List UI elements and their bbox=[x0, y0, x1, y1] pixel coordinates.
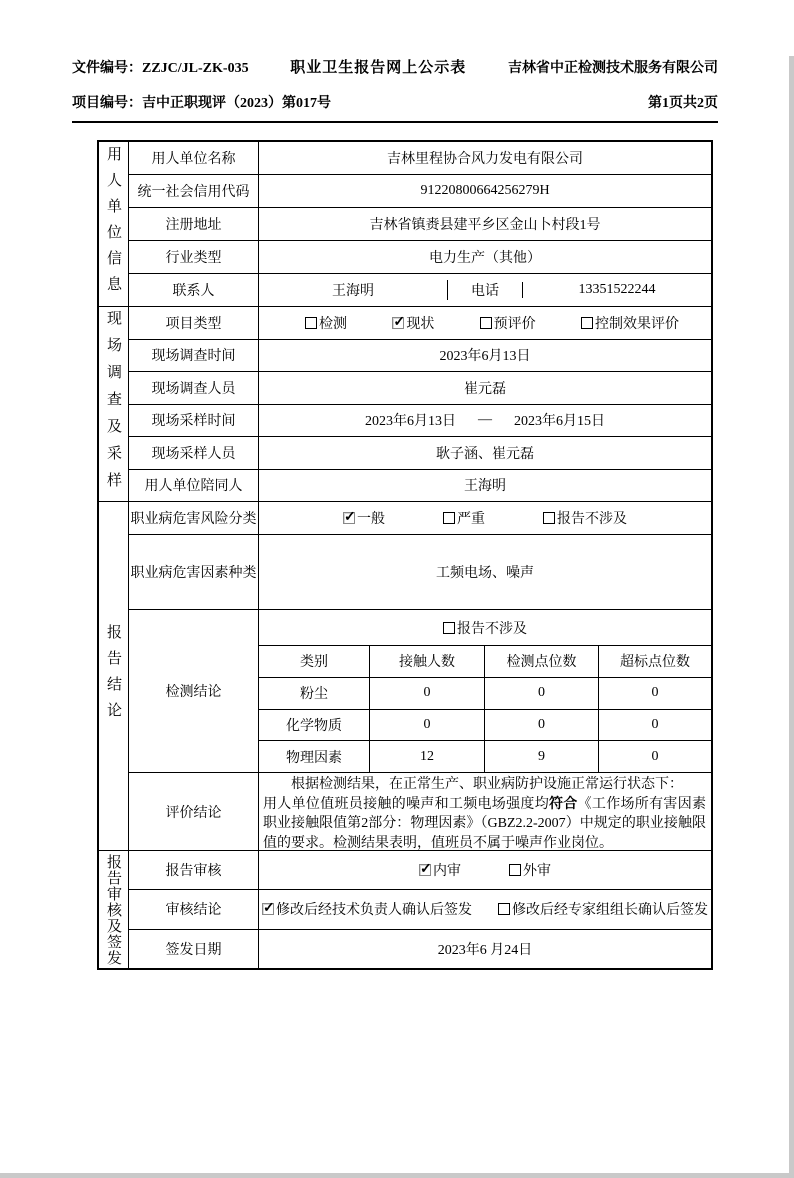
row-contact bbox=[129, 274, 711, 306]
sampling-separator: — bbox=[478, 412, 492, 428]
detection-row-chemical bbox=[259, 710, 711, 742]
contact-label: 联系人 bbox=[129, 274, 259, 306]
page-indicator: 第1页共2页 bbox=[648, 96, 718, 111]
detection-header-category: 类别 bbox=[259, 646, 370, 677]
sampling-staff-label: 现场采样人员 bbox=[129, 437, 259, 469]
option-label: 检测 bbox=[319, 316, 347, 332]
section-review-issue bbox=[99, 851, 711, 968]
hazard-factor-label: 职业病危害因素种类 bbox=[129, 535, 259, 609]
row-project-type bbox=[129, 307, 711, 340]
row-employer-name bbox=[129, 142, 711, 175]
project-number bbox=[72, 92, 331, 112]
row-report-review bbox=[129, 851, 711, 890]
cell-category: 化学物质 bbox=[259, 710, 370, 741]
sampling-staff-value: 耿子涵、崔元磊 bbox=[436, 446, 534, 462]
evaluation-line1: 根据检测结果，在正常生产、职业病防护设施正常运行状态下： bbox=[291, 777, 683, 792]
company-name: 吉林省中正检测技术服务有限公司 bbox=[508, 61, 718, 76]
cell-category: 粉尘 bbox=[259, 678, 370, 709]
issue-date-value: 2023年6 月24日 bbox=[437, 942, 533, 958]
detection-row-dust bbox=[259, 678, 711, 710]
checkbox-unchecked-icon[interactable] bbox=[498, 903, 510, 915]
sampling-time-value bbox=[365, 410, 605, 430]
employer-name-label: 用人单位名称 bbox=[129, 142, 259, 174]
section-employer-info bbox=[99, 142, 711, 307]
cell-exceed: 0 bbox=[651, 685, 659, 701]
section-review-label: 报告审核及签发 bbox=[99, 851, 129, 968]
detection-table bbox=[259, 646, 711, 772]
option-label: 报告不涉及 bbox=[557, 512, 627, 527]
cell-exceed: 0 bbox=[651, 748, 659, 764]
option-detection-na[interactable] bbox=[443, 618, 527, 638]
doc-number-value: ZZJC/JL-ZK-035 bbox=[142, 61, 249, 76]
option-label: 外审 bbox=[523, 864, 551, 880]
industry-label: 行业类型 bbox=[129, 241, 259, 273]
option-waishen[interactable] bbox=[509, 860, 551, 880]
cell-exposed: 0 bbox=[370, 678, 485, 709]
survey-time-value: 2023年6月13日 bbox=[439, 349, 531, 365]
option-yanzhong[interactable] bbox=[443, 508, 485, 528]
checkbox-checked-icon[interactable] bbox=[343, 512, 355, 524]
checkbox-checked-icon[interactable] bbox=[262, 903, 274, 915]
sampling-end: 2023年6月15日 bbox=[514, 414, 605, 430]
row-sampling-time bbox=[129, 405, 711, 438]
detection-header-row bbox=[259, 646, 711, 678]
doc-number bbox=[72, 57, 249, 77]
employer-name-value: 吉林里程协合风力发电有限公司 bbox=[387, 152, 583, 167]
row-issue-date bbox=[129, 930, 711, 968]
phone-value: 13351522244 bbox=[522, 282, 711, 298]
project-type-label: 项目类型 bbox=[129, 307, 259, 339]
checkbox-unchecked-icon[interactable] bbox=[305, 317, 317, 329]
header-rule bbox=[72, 121, 718, 123]
checkbox-unchecked-icon[interactable] bbox=[443, 622, 455, 634]
option-kongzhixiaoguo[interactable] bbox=[581, 313, 679, 333]
survey-staff-value: 崔元磊 bbox=[464, 381, 506, 397]
cell-exceed: 0 bbox=[651, 716, 659, 732]
detection-result-label: 检测结论 bbox=[129, 610, 259, 772]
issue-date-label: 签发日期 bbox=[129, 930, 259, 968]
industry-value: 电力生产（其他） bbox=[429, 251, 541, 266]
row-survey-staff bbox=[129, 372, 711, 405]
checkbox-unchecked-icon[interactable] bbox=[543, 512, 555, 524]
detection-header-exceed: 超标点位数 bbox=[620, 655, 690, 671]
page-header bbox=[72, 56, 718, 123]
option-label: 现状 bbox=[406, 316, 435, 332]
section-report-conclusion bbox=[99, 502, 711, 851]
row-industry bbox=[129, 241, 711, 274]
option-tech-leader-sign[interactable] bbox=[262, 899, 472, 919]
option-label: 报告不涉及 bbox=[457, 621, 527, 637]
row-detection-result bbox=[129, 610, 711, 773]
evaluation-body bbox=[263, 795, 706, 854]
evaluation-bold: 符合 bbox=[549, 796, 578, 812]
option-label: 修改后经专家组组长确认后签发 bbox=[512, 903, 708, 919]
cell-points: 0 bbox=[485, 678, 599, 709]
evaluation-part1: 用人单位值班员接触的噪声和工频电场强度均 bbox=[263, 796, 549, 812]
section-survey-label: 现场调查及采样 bbox=[99, 307, 129, 501]
cell-exposed: 0 bbox=[370, 710, 485, 741]
detection-header-exposed: 接触人数 bbox=[370, 646, 485, 677]
survey-time-label: 现场调查时间 bbox=[129, 340, 259, 372]
evaluation-label: 评价结论 bbox=[129, 773, 259, 851]
row-audit-conclusion bbox=[129, 890, 711, 929]
credit-code-label: 统一社会信用代码 bbox=[129, 175, 259, 207]
cell-exposed: 12 bbox=[370, 741, 485, 772]
row-risk-class bbox=[129, 502, 711, 535]
sampling-time-label: 现场采样时间 bbox=[129, 405, 259, 437]
escort-label: 用人单位陪同人 bbox=[129, 470, 259, 502]
checkbox-checked-icon[interactable] bbox=[419, 864, 431, 876]
option-label: 控制效果评价 bbox=[594, 316, 679, 332]
scan-edge-bottom bbox=[0, 1173, 794, 1178]
option-bushiji[interactable] bbox=[543, 508, 627, 528]
audit-conclusion-label: 审核结论 bbox=[129, 890, 259, 928]
option-neishen[interactable] bbox=[419, 860, 461, 880]
sampling-start: 2023年6月13日 bbox=[365, 414, 456, 430]
detection-header-points: 检测点位数 bbox=[485, 646, 599, 677]
checkbox-checked-icon[interactable] bbox=[392, 317, 404, 329]
option-label: 修改后经技术负责人确认后签发 bbox=[276, 903, 472, 919]
evaluation-text bbox=[259, 773, 711, 851]
credit-code-value: 91220800664256279H bbox=[420, 183, 550, 198]
row-hazard-factor bbox=[129, 535, 711, 610]
project-number-label: 项目编号： bbox=[72, 96, 142, 111]
doc-number-label: 文件编号： bbox=[72, 61, 142, 76]
option-label: 严重 bbox=[457, 512, 485, 527]
option-yiban[interactable] bbox=[343, 508, 385, 528]
option-label: 预评价 bbox=[493, 316, 536, 332]
row-credit-code bbox=[129, 175, 711, 208]
row-survey-time bbox=[129, 340, 711, 373]
evaluation-part2: 《工作场所有害因素职业接触限值第2部分：物理因素》（GBZ2.2-2007）中规定的职业接触限值的要求。检测结果表明，值班员不属于噪声作业岗位。 bbox=[263, 796, 707, 851]
row-sampling-staff bbox=[129, 437, 711, 470]
checkbox-unchecked-icon[interactable] bbox=[509, 864, 521, 876]
phone-label: 电话 bbox=[447, 280, 522, 300]
page-title: 职业卫生报告网上公示表 bbox=[290, 60, 467, 76]
row-address bbox=[129, 208, 711, 241]
survey-staff-label: 现场调查人员 bbox=[129, 372, 259, 404]
address-value: 吉林省镇赉县建平乡区金山卜村段1号 bbox=[369, 218, 601, 233]
row-evaluation bbox=[129, 773, 711, 851]
risk-class-label: 职业病危害风险分类 bbox=[129, 502, 259, 534]
row-escort bbox=[129, 470, 711, 502]
project-number-value: 吉中正职现评（2023）第017号 bbox=[142, 96, 331, 111]
main-table bbox=[97, 140, 713, 970]
option-jiance[interactable] bbox=[305, 313, 347, 333]
section-site-survey bbox=[99, 307, 711, 502]
cell-category: 物理因素 bbox=[259, 741, 370, 772]
cell-points: 0 bbox=[485, 710, 599, 741]
section-employer-label: 用人单位信息 bbox=[99, 142, 129, 306]
option-yupingjia[interactable] bbox=[480, 313, 536, 333]
detection-row-physical bbox=[259, 741, 711, 772]
option-expert-leader-sign[interactable] bbox=[498, 899, 708, 919]
escort-value: 王海明 bbox=[464, 479, 506, 495]
contact-value: 王海明 bbox=[332, 284, 374, 299]
option-label: 一般 bbox=[357, 512, 385, 527]
option-label: 内审 bbox=[433, 864, 461, 880]
hazard-factor-value: 工频电场、噪声 bbox=[436, 566, 534, 581]
address-label: 注册地址 bbox=[129, 208, 259, 240]
report-review-label: 报告审核 bbox=[129, 851, 259, 889]
section-conclusion-label: 报告结论 bbox=[99, 502, 129, 850]
checkbox-unchecked-icon[interactable] bbox=[480, 317, 492, 329]
cell-points: 9 bbox=[485, 741, 599, 772]
checkbox-unchecked-icon[interactable] bbox=[581, 317, 593, 329]
option-xianzhuang[interactable] bbox=[392, 313, 434, 333]
scan-edge-right bbox=[789, 56, 794, 1178]
checkbox-unchecked-icon[interactable] bbox=[443, 512, 455, 524]
